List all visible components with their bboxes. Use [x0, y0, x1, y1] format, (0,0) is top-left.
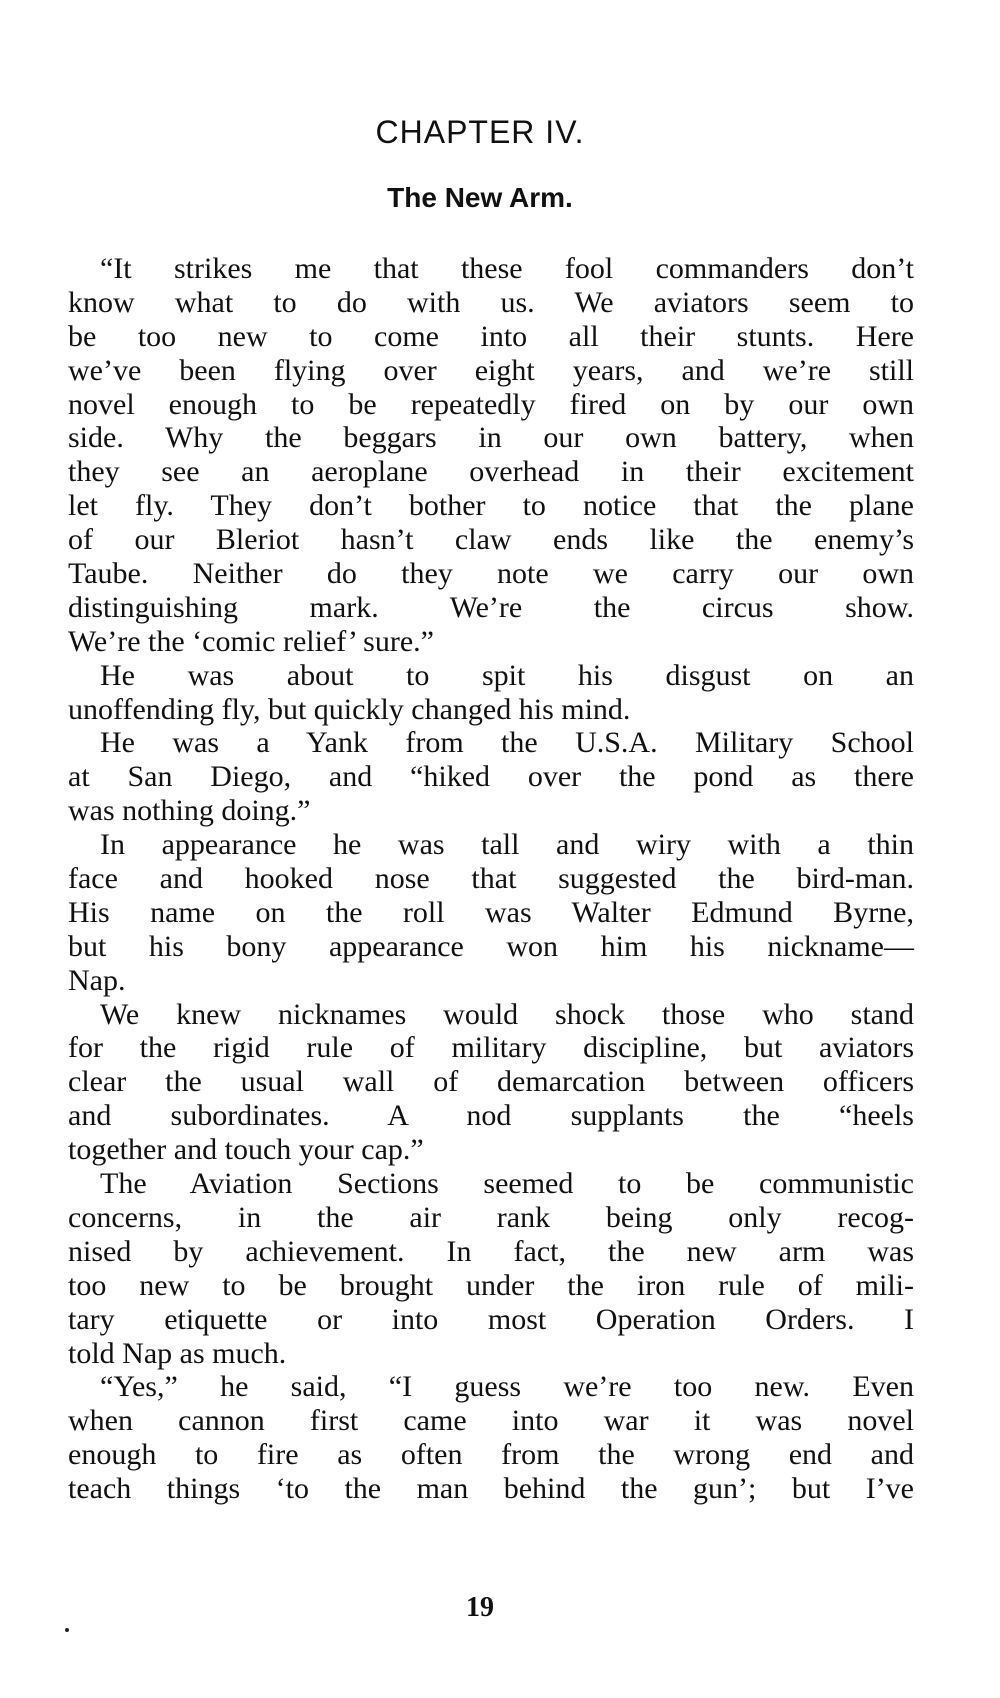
text-line: He was about to spit his disgust on an — [100, 658, 914, 692]
text-line: novel enough to be repeatedly fired on by our own — [68, 387, 914, 421]
text-line: at San Diego, and “hiked over the pond as there — [68, 760, 914, 794]
text-line: Taube. Neither do they note we carry our own — [68, 557, 914, 591]
text-line: Nap. — [68, 963, 126, 997]
text-line: together and touch your cap.” — [68, 1133, 424, 1167]
text-line: too new to be brought under the iron rule of mili- — [68, 1268, 914, 1302]
text-line: enough to fire as often from the wrong end and — [68, 1438, 914, 1472]
body-text — [68, 252, 914, 1506]
text-line: was nothing doing.” — [68, 794, 311, 828]
text-line: and subordinates. A nod supplants the “heels — [68, 1099, 914, 1133]
text-line: concerns, in the air rank being only recog- — [68, 1200, 914, 1234]
text-line: His name on the roll was Walter Edmund Byrne, — [68, 895, 914, 929]
page-number: 19 — [466, 1592, 494, 1623]
text-line: nised by achievement. In fact, the new arm was — [68, 1234, 914, 1268]
text-line: clear the usual wall of demarcation between officers — [68, 1065, 914, 1099]
text-line: We’re the ‘comic relief’ sure.” — [68, 624, 434, 658]
text-line: for the rigid rule of military discipline, but aviators — [68, 1031, 914, 1065]
text-line: we’ve been flying over eight years, and we’re still — [68, 353, 914, 387]
text-line: when cannon first came into war it was novel — [68, 1404, 914, 1438]
text-line: “It strikes me that these fool commanders don’t — [100, 252, 914, 285]
text-line: “Yes,” he said, “I guess we’re too new. Even — [100, 1370, 914, 1404]
text-line: He was a Yank from the U.S.A. Military School — [100, 726, 914, 760]
text-line: We knew nicknames would shock those who stand — [100, 997, 914, 1031]
text-line: but his bony appearance won him his nickname— — [68, 929, 914, 963]
text-line: distinguishing mark. We’re the circus show. — [68, 590, 914, 624]
text-line: be too new to come into all their stunts. Here — [68, 319, 914, 353]
text-line: told Nap as much. — [68, 1336, 287, 1370]
chapter-title: The New Arm. — [387, 182, 573, 213]
text-line: side. Why the beggars in our own battery, when — [68, 421, 914, 455]
ink-speck — [65, 1628, 69, 1632]
text-line: know what to do with us. We aviators seem to — [68, 285, 914, 319]
chapter-heading: CHAPTER IV. — [375, 114, 585, 150]
text-line: of our Bleriot hasn’t claw ends like the enemy’s — [68, 523, 914, 557]
text-line: teach things ‘to the man behind the gun’; but I’ve — [68, 1472, 914, 1506]
text-line: In appearance he was tall and wiry with a thin — [100, 828, 914, 862]
text-line: tary etiquette or into most Operation Orders. I — [68, 1302, 914, 1336]
text-line: they see an aeroplane overhead in their excitement — [68, 455, 914, 489]
text-line: The Aviation Sections seemed to be communistic — [100, 1167, 914, 1201]
text-line: unoffending fly, but quickly changed his mind. — [68, 692, 631, 726]
text-line: let fly. They don’t bother to notice that the plane — [68, 489, 914, 523]
text-line: face and hooked nose that suggested the bird-man. — [68, 862, 914, 896]
